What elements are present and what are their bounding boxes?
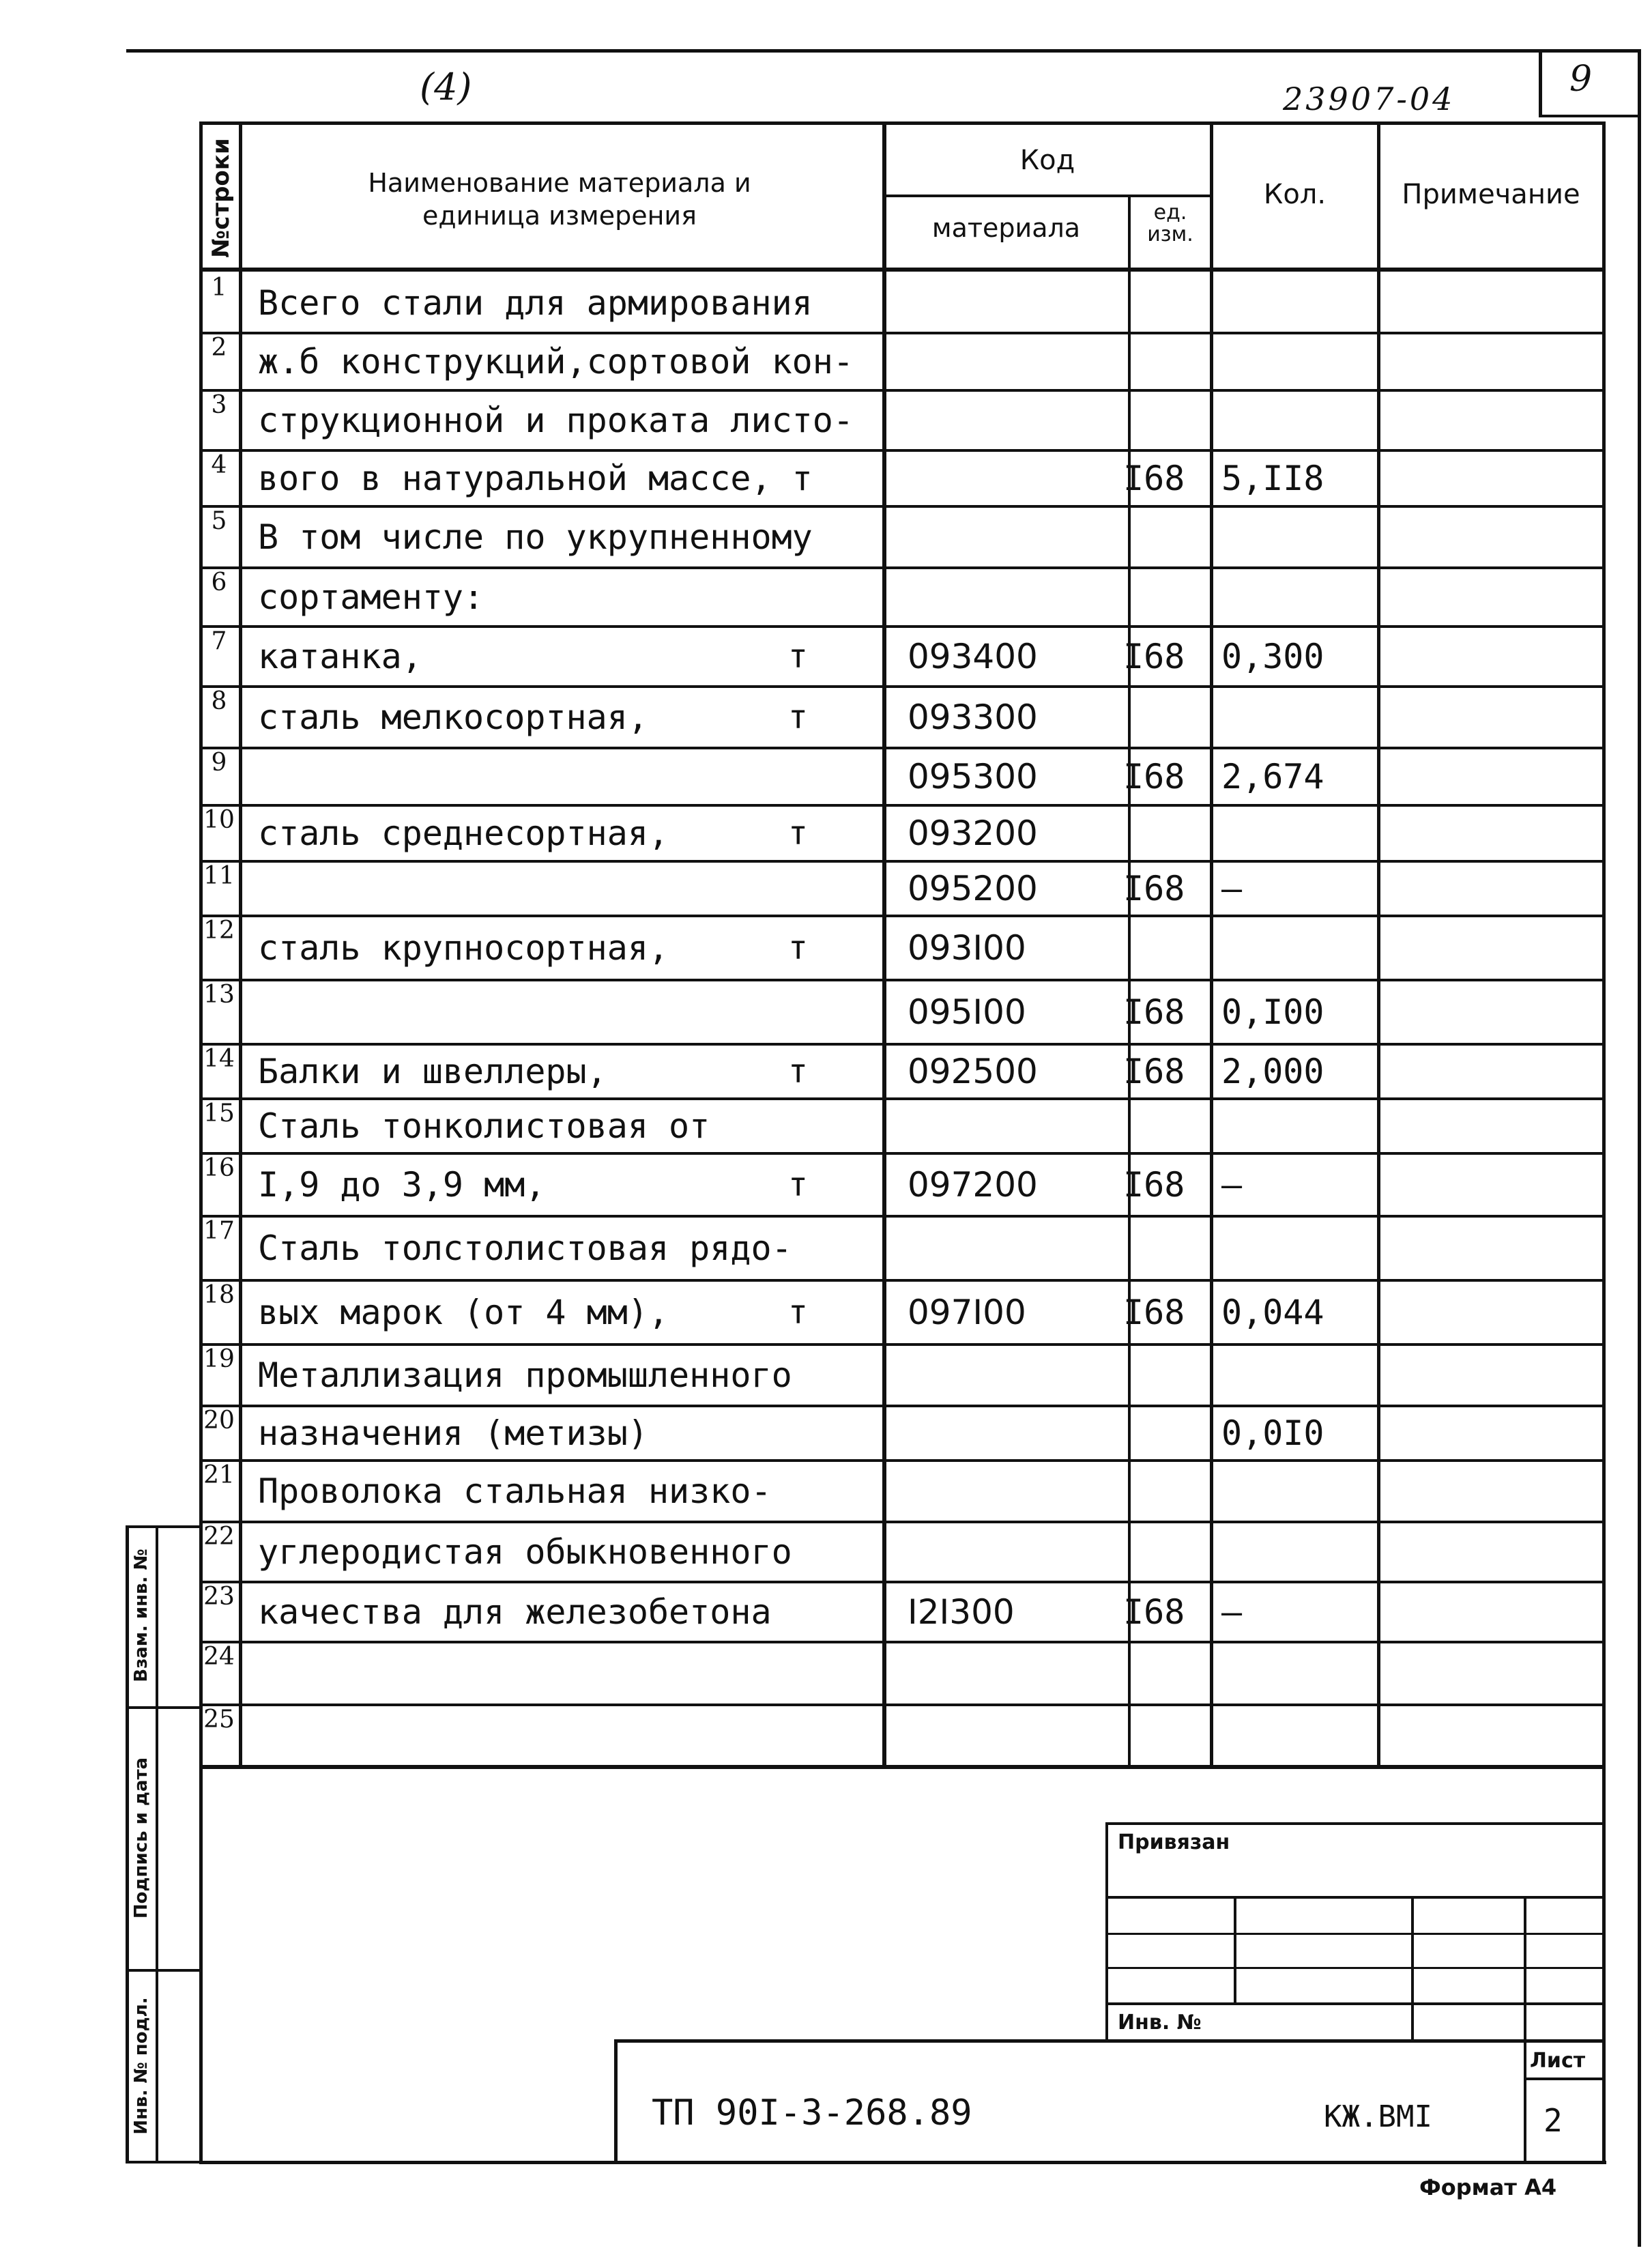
privyazan-line-3 [1105,1967,1606,1969]
list-cell-left [1524,2039,1526,2164]
unit-code: I68 [1123,637,1185,676]
row-number: 16 [203,1154,235,1182]
row-number: 18 [203,1281,235,1309]
material-code: 095I00 [908,992,1026,1032]
material-name: катанка, [258,637,422,676]
qty-column-header: Кол. [1263,179,1327,210]
privyazan-line-2 [1105,1933,1606,1935]
table-header-bottom-line [199,268,1605,272]
unit-mark: т [788,1166,808,1204]
row-number: 22 [203,1523,235,1551]
unit-code: I68 [1123,869,1185,908]
code-subheader-line [882,195,1211,197]
row-number: 23 [203,1583,235,1611]
material-code: I2I300 [908,1592,1015,1632]
side-stamp-divider-1 [126,1706,201,1709]
sheet-code: КЖ.ВМI [1324,2099,1432,2134]
row-number: 20 [203,1407,235,1435]
rownum-header: №строки [207,138,235,258]
privyazan-line-1 [1105,1896,1606,1899]
unit-code: I68 [1123,1293,1185,1332]
privyazan-col-2 [1411,1896,1414,2039]
material-name: I,9 до 3,9 мм, [258,1165,546,1205]
material-name: сортаменту: [258,577,484,617]
material-name: сталь крупносортная, [258,928,669,968]
podpis-data-stamp: Подпись и дата [131,1757,151,1919]
unit-code: I68 [1123,1052,1185,1091]
vzam-inv-stamp: Взам. инв. № [131,1549,151,1682]
side-stamp-divider-2 [126,1969,201,1972]
material-name: Всего стали для армирования [258,283,813,323]
unit-code: I68 [1123,992,1185,1032]
material-name: вых марок (от 4 мм), [258,1293,669,1332]
row-number: 14 [203,1045,235,1073]
unit-code: I68 [1123,459,1185,498]
top-border-line [126,49,1641,53]
right-border-line [1638,49,1641,2247]
material-code: 093400 [908,637,1038,676]
unit-mark: т [788,1052,808,1091]
table-bottom-line [199,1765,1605,1769]
row-number: 13 [203,981,235,1009]
material-code: 097200 [908,1165,1038,1205]
row-number: 24 [203,1643,235,1671]
unit-mark: т [788,814,808,852]
material-name: Балки и швеллеры, [258,1052,607,1091]
row-number: 8 [211,687,227,715]
quantity: – [1221,1592,1243,1632]
code-material-header: материала [931,213,1081,243]
row-number: 7 [211,627,227,655]
quantity: 0,0I0 [1221,1413,1324,1453]
material-name: назначения (метизы) [258,1413,648,1453]
material-name: сталь мелкосортная, [258,698,648,737]
format-label: Формат А4 [1419,2174,1557,2200]
side-stamp-inner-line [156,1525,158,2163]
quantity: 5,II8 [1221,459,1324,498]
material-name: Сталь тонколистовая от [258,1106,710,1146]
row-number: 10 [203,806,235,834]
unit-mark: т [788,1293,808,1332]
name-column-header: Наименование материала и единица измерения [368,168,751,231]
quantity: – [1221,869,1243,908]
material-code: 097I00 [908,1293,1026,1332]
page-marker: (4) [420,66,472,109]
row-number: 12 [203,917,235,945]
privyazan-line-4 [1105,2002,1606,2005]
row-number: 11 [203,862,235,890]
row-number: 3 [211,391,227,419]
row-number: 19 [203,1345,235,1373]
document-number: 23907-04 [1283,81,1455,117]
material-code: 093300 [908,698,1038,737]
unit-code: I68 [1123,1592,1185,1632]
material-code: 095200 [908,869,1038,908]
row-number: 25 [203,1706,235,1734]
unit-mark: т [788,929,808,967]
material-name: Металлизация промышленного [258,1355,792,1395]
material-code: 093200 [908,814,1038,853]
row-divider-line [199,1703,1605,1706]
privyazan-col-1 [1234,1896,1236,2002]
row-number: 6 [211,569,227,596]
material-name: Сталь толстолистовая рядо- [258,1228,792,1268]
privyazan-col-3 [1524,1896,1526,2039]
title-block-bottom [199,2161,1606,2164]
inv-no-label: Инв. № [1118,2011,1202,2035]
row-number: 1 [211,274,227,302]
material-name: сталь среднесортная, [258,814,669,853]
unit-mark: т [788,698,808,736]
row-number: 5 [211,507,227,535]
privyazan-left [1105,1822,1108,2041]
main-stamp-top [614,2039,1606,2043]
quantity: 0,I00 [1221,992,1324,1032]
side-stamp-outer-line [126,1525,129,2163]
material-name: струкционной и проката листо- [258,401,854,440]
unit-code: I68 [1123,757,1185,796]
code-unit-header: ед. изм. [1147,201,1193,246]
material-code: 092500 [908,1052,1038,1091]
material-name: В том числе по укрупненному [258,517,813,557]
privyazan-top [1105,1822,1606,1825]
material-code: 095300 [908,757,1038,796]
row-number: 21 [203,1461,235,1489]
side-stamp-bottom [126,2161,201,2163]
row-number: 17 [203,1217,235,1245]
code-column-header: Код [1019,145,1075,176]
page-number-underline [1539,115,1641,117]
quantity: 2,674 [1221,757,1324,796]
quantity: 2,000 [1221,1052,1324,1091]
row-number: 2 [211,334,227,362]
material-code: 093I00 [908,928,1026,968]
row-number: 15 [203,1099,235,1127]
privyazan-label: Привязан [1118,1830,1230,1854]
material-name: ж.б конструкций,сортовой кон- [258,342,854,382]
table-top-line [199,121,1605,125]
quantity: – [1221,1165,1243,1205]
material-name: качества для железобетона [258,1592,772,1632]
material-name: Проволока стальная низко- [258,1471,772,1511]
list-cell-divider [1524,2078,1606,2080]
quantity: 0,044 [1221,1293,1324,1332]
main-stamp-left [614,2039,618,2164]
inv-no-podl-stamp: Инв. № подл. [131,1997,151,2135]
side-stamp-top [126,1525,201,1528]
document-code: ТП 90I-3-268.89 [652,2093,972,2133]
row-number: 9 [211,749,227,777]
quantity: 0,300 [1221,637,1324,676]
left-frame-lower [199,1765,203,2163]
page-number-divider [1539,49,1542,117]
material-name: углеродистая обыкновенного [258,1532,792,1572]
unit-code: I68 [1123,1165,1185,1205]
note-column-header: Примечание [1402,179,1580,210]
page-number: 9 [1569,59,1593,100]
list-number: 2 [1544,2102,1563,2139]
material-name: вого в натуральной массе, т [258,459,813,498]
list-label: Лист [1530,2049,1586,2073]
unit-mark: т [788,637,808,676]
row-number: 4 [211,451,227,479]
